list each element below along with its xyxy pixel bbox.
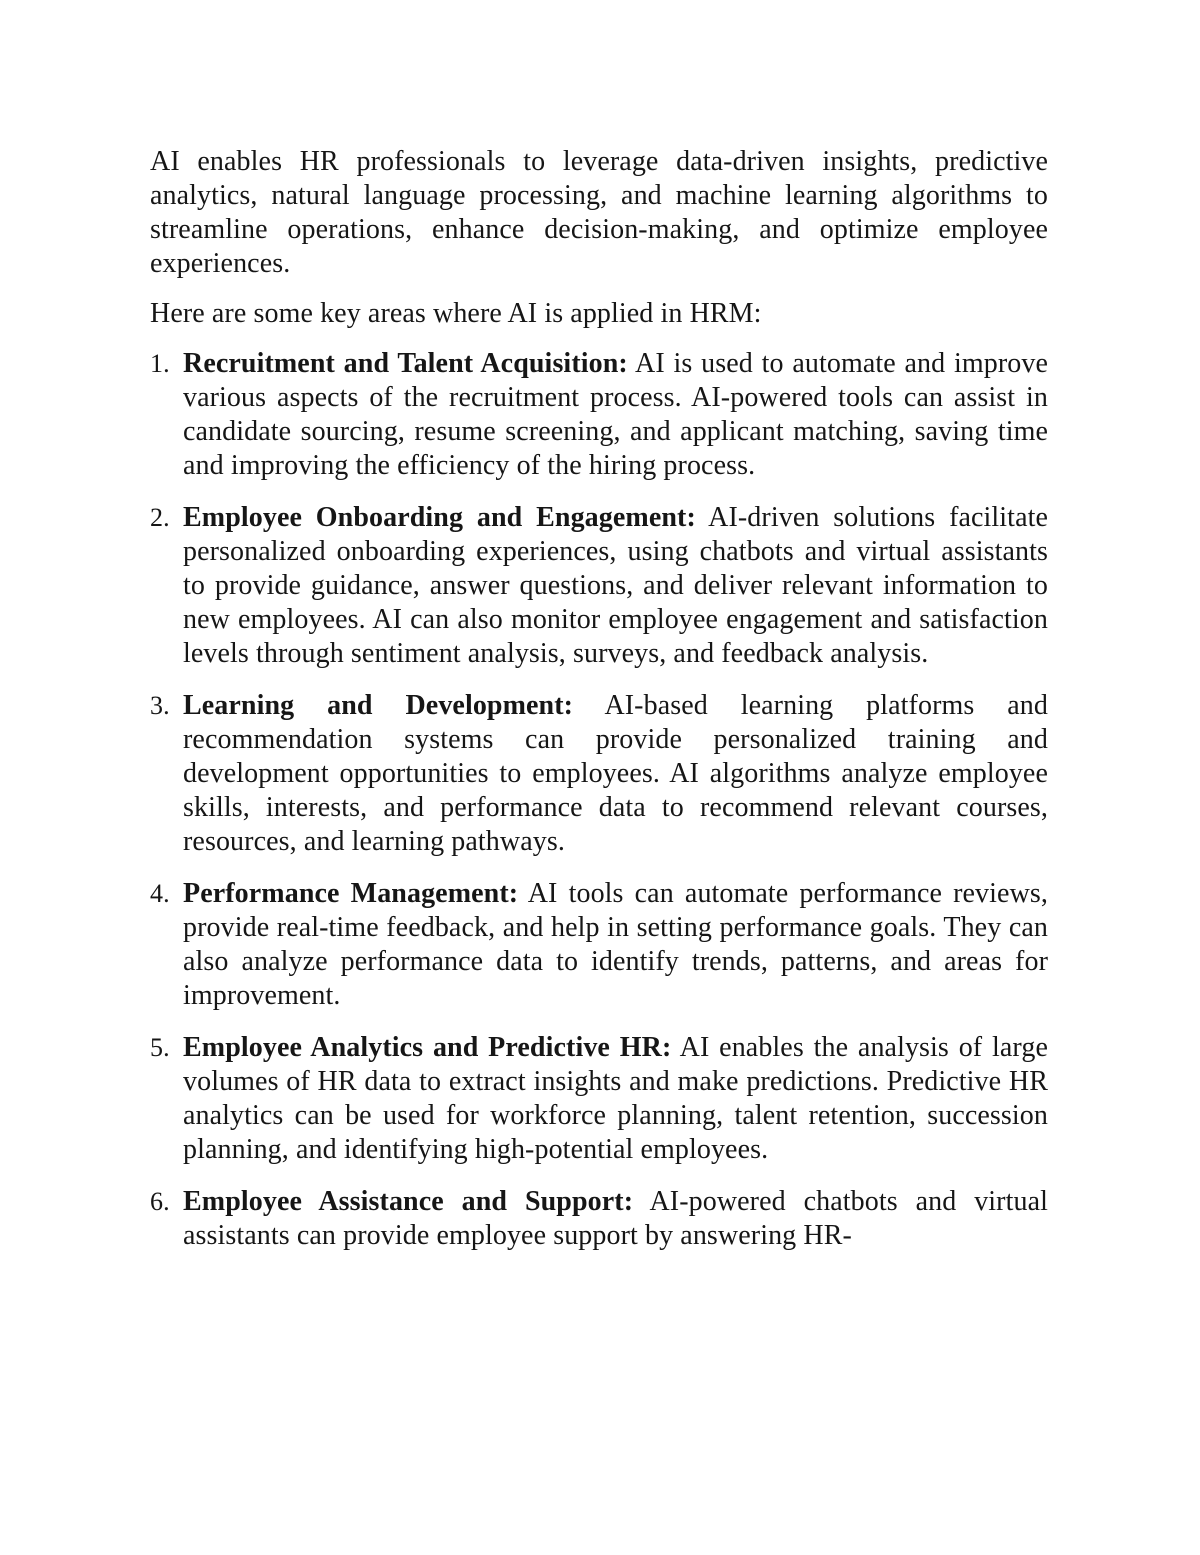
page-text-block <box>150 145 1048 1253</box>
list-item-number: 4. <box>150 879 170 908</box>
list-item-recruitment <box>150 347 1048 483</box>
list-item-title: Employee Assistance and Support: <box>183 1186 634 1217</box>
list-item-number: 2. <box>150 503 170 532</box>
list-item-number: 6. <box>150 1187 170 1216</box>
list-item-title: Performance Management: <box>183 878 519 909</box>
lead-in-paragraph: Here are some key areas where AI is applied in HRM: <box>150 298 762 329</box>
list-item-performance <box>150 877 1048 1013</box>
list-item-body: AI-powered chatbots and virtual assistants can provide employee support by answering HR- <box>183 1186 1048 1251</box>
list-item-learning <box>150 689 1048 859</box>
list-item-analytics <box>150 1031 1048 1167</box>
numbered-list <box>150 347 1048 1253</box>
list-item-title: Learning and Development: <box>183 690 574 721</box>
list-item-number: 5. <box>150 1033 170 1062</box>
intro-paragraph: AI enables HR professionals to leverage data-driven insights, predictive analytics, natural language processing, and machine learning algorithms to streamline operations, enhance decision-making, and optimize employee experiences. <box>150 146 1048 279</box>
list-item-title: Recruitment and Talent Acquisition: <box>183 348 628 379</box>
list-item-title: Employee Onboarding and Engagement: <box>183 502 696 533</box>
list-item-body: AI tools can automate performance reviews, provide real-time feedback, and help in setting performance goals. They can also analyze performance data to identify trends, patterns, and areas for improvement. <box>183 878 1048 1011</box>
list-item-number: 3. <box>150 691 170 720</box>
list-item-body: AI-driven solutions facilitate personalized onboarding experiences, using chatbots and virtual assistants to provide guidance, answer questions, and deliver relevant information to new employees. AI can also monitor employee engagement and satisfaction levels through sentiment analysis, surveys, and feedback analysis. <box>183 502 1048 669</box>
list-item-onboarding <box>150 501 1048 671</box>
list-item-assistance <box>150 1185 1048 1253</box>
list-item-title: Employee Analytics and Predictive HR: <box>183 1032 672 1063</box>
list-item-number: 1. <box>150 349 170 378</box>
list-item-body: AI enables the analysis of large volumes of HR data to extract insights and make predictions. Predictive HR analytics can be used for workforce planning, talent retention, succession planning, and identifying high-potential employees. <box>183 1032 1048 1165</box>
list-item-body: AI is used to automate and improve various aspects of the recruitment process. AI-powered tools can assist in candidate sourcing, resume screening, and applicant matching, saving time and improving the efficiency of the hiring process. <box>183 348 1048 481</box>
list-item-body: AI-based learning platforms and recommendation systems can provide personalized training and development opportunities to employees. AI algorithms analyze employee skills, interests, and performance data to recommend relevant courses, resources, and learning pathways. <box>183 690 1049 857</box>
